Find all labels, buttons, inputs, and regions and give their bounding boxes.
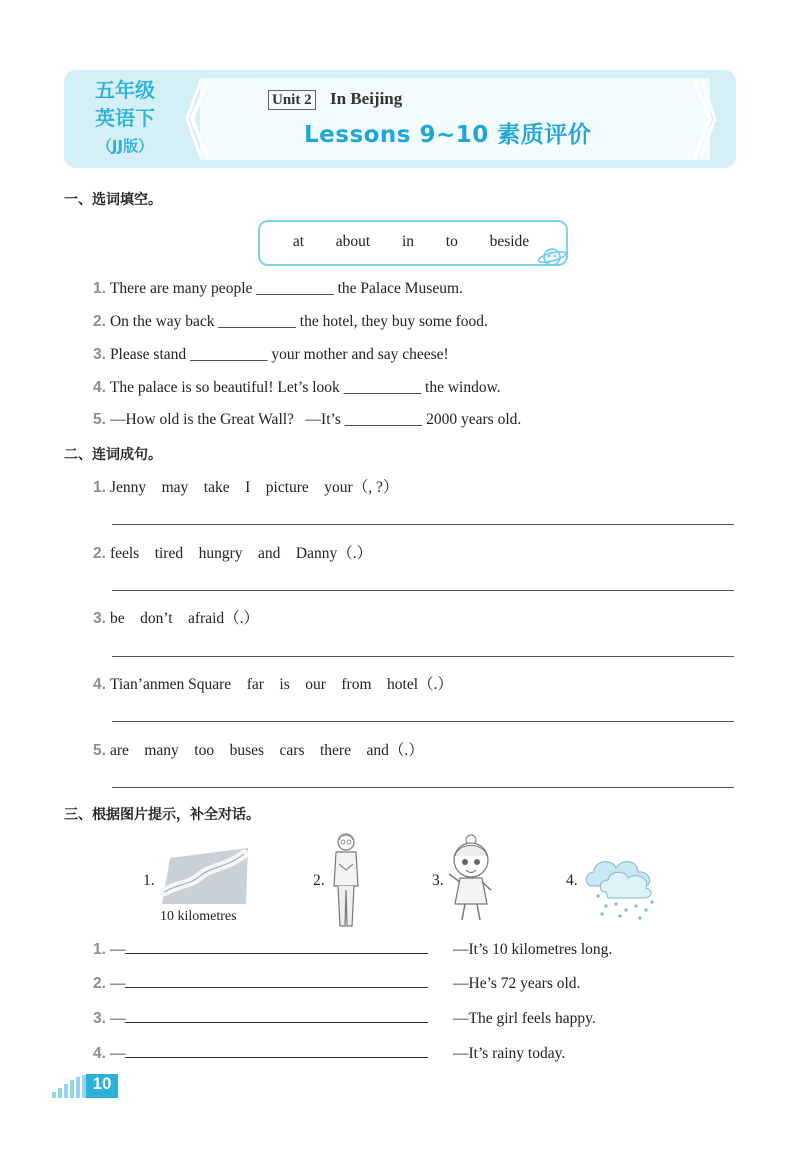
picture-number: 1.: [143, 872, 155, 889]
section-2-item: [93, 475, 398, 497]
grade-line-2: 英语下: [95, 106, 155, 130]
item-words: Tian’anmen Square far is our from hotel（.）: [109, 676, 453, 693]
page-number: 10: [92, 1074, 112, 1093]
item-words: feels tired hungry and Danny（.）: [109, 545, 373, 562]
item-number: 1.: [93, 941, 106, 958]
answer-line[interactable]: [112, 656, 734, 657]
item-text: On the way back __________ the hotel, they buy some food.: [109, 313, 488, 330]
dialog-dash: —: [109, 941, 126, 958]
section-3-title: 三、根据图片提示，补全对话。: [64, 807, 260, 823]
item-number: 3.: [93, 610, 106, 627]
answer-line[interactable]: [112, 787, 734, 788]
planet-icon: [536, 244, 568, 270]
dialog-row: [93, 1045, 428, 1063]
dialog-answer: —He’s 72 years old.: [453, 975, 581, 992]
left-chevron-decoration: [186, 78, 212, 160]
section-2-item: [93, 606, 259, 628]
item-number: 5.: [93, 411, 106, 428]
answer-line[interactable]: [112, 590, 734, 591]
dialog-row: [93, 941, 428, 959]
lesson-title: Lessons 9~10 素质评价: [304, 122, 592, 148]
item-number: 1.: [93, 479, 106, 496]
dialog-answer: —It’s rainy today.: [453, 1045, 566, 1062]
item-number: 2.: [93, 313, 106, 330]
section-1-title: 一、选词填空。: [64, 192, 162, 208]
grade-line-1: 五年级: [95, 78, 155, 102]
road-picture: [160, 846, 250, 908]
dialog-dash: —: [109, 1045, 126, 1062]
picture-number: 4.: [566, 872, 578, 889]
dialog-answer: —The girl feels happy.: [453, 1010, 596, 1027]
right-chevron-decoration: [690, 78, 716, 160]
item-text: —How old is the Great Wall? —It’s __________ 2000 years old.: [109, 411, 522, 428]
section-1-item: [93, 346, 449, 364]
item-number: 3.: [93, 1010, 106, 1027]
item-number: 3.: [93, 346, 106, 363]
section-2-title: 二、连词成句。: [64, 447, 162, 463]
section-1-item: [93, 411, 521, 429]
item-number: 4.: [93, 676, 106, 693]
old-man-picture: [326, 830, 366, 930]
dialog-row: [93, 1010, 428, 1028]
item-text: Please stand __________ your mother and say cheese!: [109, 346, 449, 363]
picture-number: 2.: [313, 872, 325, 889]
item-text: There are many people __________ the Palace Museum.: [109, 280, 463, 297]
dialog-row: [93, 975, 428, 993]
dialog-dash: —: [109, 975, 126, 992]
item-words: be don’t afraid（.）: [109, 610, 260, 627]
answer-blank[interactable]: [125, 1045, 428, 1058]
answer-blank[interactable]: [125, 975, 428, 988]
answer-blank[interactable]: [125, 941, 428, 954]
item-number: 4.: [93, 1045, 106, 1062]
dialog-dash: —: [109, 1010, 126, 1027]
section-1-item: [93, 280, 463, 298]
item-words: Jenny may take I picture your（, ?）: [109, 479, 399, 496]
item-number: 2.: [93, 545, 106, 562]
word-bank: at about in to beside: [292, 233, 530, 250]
section-2-item: [93, 672, 453, 694]
item-words: are many too buses cars there and（.）: [109, 742, 424, 759]
item-number: 5.: [93, 742, 106, 759]
item-number: 4.: [93, 379, 106, 396]
dialog-answer: —It’s 10 kilometres long.: [453, 941, 613, 958]
grade-line-3: （JJ版）: [96, 137, 154, 155]
section-2-item: [93, 738, 424, 760]
item-text: The palace is so beautiful! Let’s look __________ the window.: [109, 379, 501, 396]
happy-girl-picture: [446, 834, 496, 926]
answer-line[interactable]: [112, 524, 734, 525]
section-1-item: [93, 379, 501, 397]
section-2-item: [93, 541, 372, 563]
picture-caption: 10 kilometres: [160, 909, 237, 924]
section-1-item: [93, 313, 488, 331]
unit-title: In Beijing: [330, 89, 403, 108]
picture-number: 3.: [432, 872, 444, 889]
answer-line[interactable]: [112, 721, 734, 722]
item-number: 1.: [93, 280, 106, 297]
grade-badge: [82, 76, 168, 160]
rain-cloud-icon: [584, 852, 660, 922]
answer-blank[interactable]: [125, 1010, 428, 1023]
unit-label: Unit 2: [268, 90, 316, 110]
item-number: 2.: [93, 975, 106, 992]
